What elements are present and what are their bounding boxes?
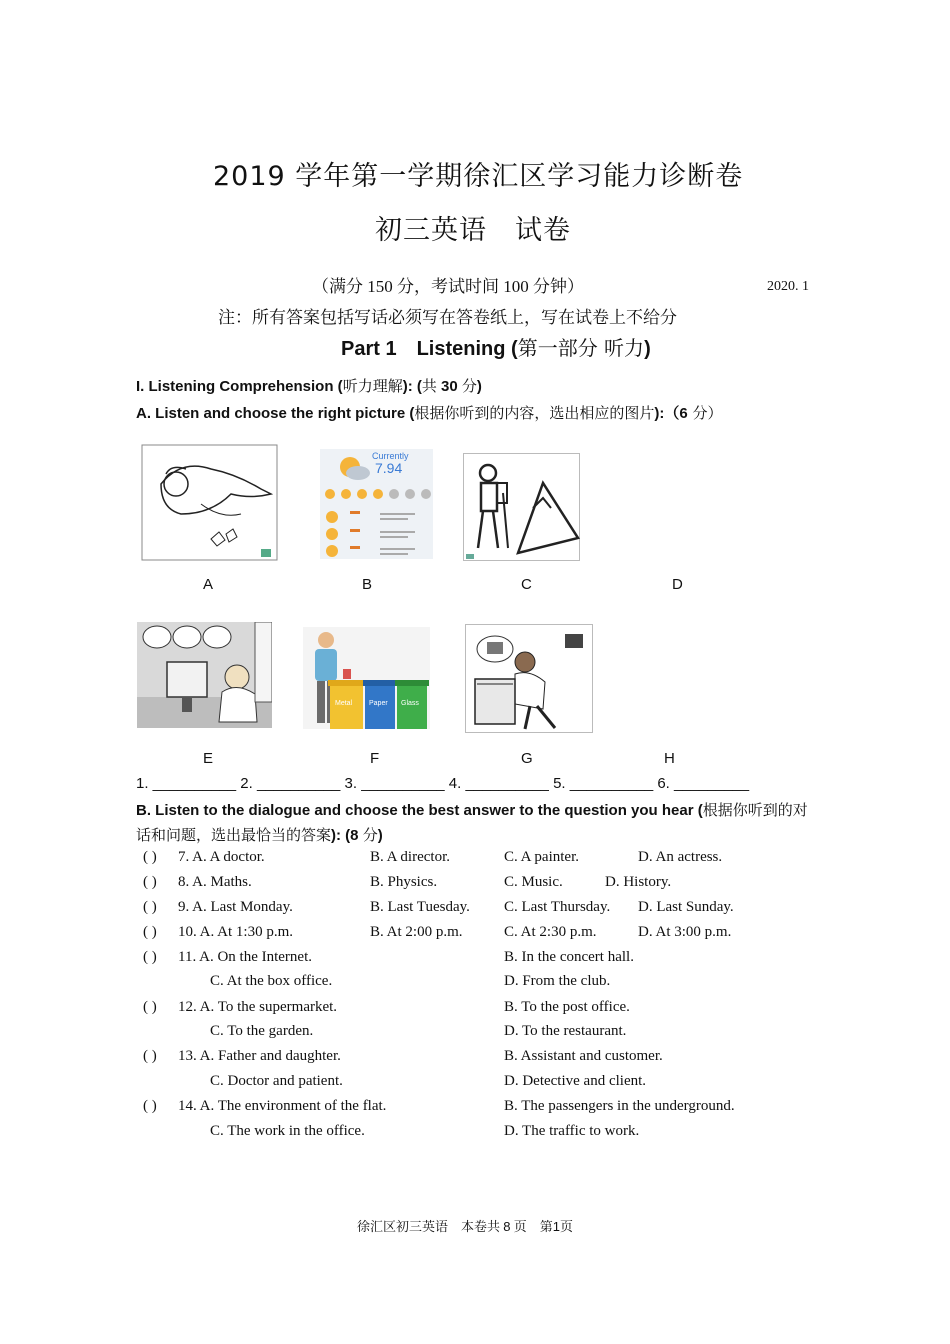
exam-subtitle: 初三英语 试卷 — [375, 215, 571, 246]
part-title-en: Part 1 Listening ( — [341, 338, 518, 360]
picture-c-hiker — [463, 453, 580, 561]
section1-cn: 听力理解 — [342, 377, 403, 395]
section1-close: ) — [476, 378, 482, 395]
page-footer — [357, 1216, 573, 1235]
sectionB-cn1: 根据你听到的对 — [702, 801, 808, 819]
q14-option-d: D. The traffic to work. — [504, 1123, 640, 1139]
q13-option-b: B. Assistant and customer. — [504, 1048, 663, 1064]
picture-a-superhero — [141, 444, 278, 561]
footer-text1: 徐汇区初三英语 本卷共 — [357, 1219, 504, 1234]
q12-option-c: C. To the garden. — [210, 1023, 314, 1039]
sectionB-cn2: 话和问题，选出最恰当的答案 — [136, 826, 332, 844]
picture-letter-h: H — [664, 750, 675, 767]
picture-letter-c: C — [521, 576, 532, 593]
sectionA-mid: ):（ — [654, 405, 680, 422]
q10-option-a: 10. A. At 1:30 p.m. — [178, 924, 294, 940]
q13-option-d: D. Detective and client. — [504, 1073, 647, 1089]
sectionA-score: 6 — [679, 405, 688, 422]
bin-label-glass: Glass — [401, 700, 419, 707]
q13-bracket[interactable]: ( ) — [143, 1048, 157, 1064]
picture-letter-b: B — [362, 576, 373, 593]
section1-cn2: 共 — [421, 377, 437, 395]
q7-option-d: D. An actress. — [638, 849, 723, 865]
bin-label-metal: Metal — [335, 700, 353, 707]
q12-option-d: D. To the restaurant. — [504, 1023, 627, 1039]
q11-option-a: 11. A. On the Internet. — [178, 949, 312, 965]
q11-option-c: C. At the box office. — [210, 973, 333, 989]
q14-option-c: C. The work in the office. — [210, 1123, 365, 1139]
q9-option-b: B. Last Tuesday. — [370, 899, 470, 915]
picture-b-weather — [320, 449, 433, 559]
bin-label-paper: Paper — [369, 700, 388, 707]
section-b-label-line2 — [136, 824, 383, 845]
exam-title: 2019 学年第一学期徐汇区学习能力诊断卷 — [213, 161, 744, 192]
picture-letter-a: A — [203, 576, 214, 593]
section1-score: 30 — [436, 378, 462, 395]
q14-option-b: B. The passengers in the underground. — [504, 1098, 735, 1114]
q14-bracket[interactable]: ( ) — [143, 1098, 157, 1114]
section1-cn3: 分 — [461, 377, 477, 395]
q13-option-c: C. Doctor and patient. — [210, 1073, 343, 1089]
q9-option-c: C. Last Thursday. — [504, 899, 611, 915]
footer-page: 1 — [552, 1219, 560, 1234]
q13-option-a: 13. A. Father and daughter. — [178, 1048, 341, 1064]
section-a-label — [136, 402, 723, 423]
footer-pages: 8 — [503, 1219, 511, 1234]
q7-option-c: C. A painter. — [504, 849, 579, 865]
sectionB-en: B. Listen to the dialogue and choose the best answer to the question you hear ( — [136, 802, 703, 819]
section1-mid: ): ( — [402, 378, 422, 395]
q7-option-a: 7. A. A doctor. — [178, 849, 265, 865]
footer-text3: 页 — [560, 1219, 574, 1234]
q8-bracket[interactable]: ( ) — [143, 874, 157, 890]
q9-option-d: D. Last Sunday. — [638, 899, 734, 915]
q7-option-b: B. A director. — [370, 849, 450, 865]
sectionB-cn3: 分 — [362, 826, 378, 844]
section1-en: I. Listening Comprehension ( — [136, 378, 343, 395]
section-listening-comprehension — [136, 375, 482, 396]
part-title-close: ) — [644, 338, 651, 360]
picture-g-man-at-machine — [465, 624, 593, 733]
sectionA-cn: 根据你听到的内容，选出相应的图片 — [414, 404, 655, 422]
picture-letter-d: D — [672, 576, 683, 593]
q8-option-a: 8. A. Maths. — [178, 874, 252, 890]
q9-option-a: 9. A. Last Monday. — [178, 899, 293, 915]
q10-option-d: D. At 3:00 p.m. — [638, 924, 732, 940]
q10-bracket[interactable]: ( ) — [143, 924, 157, 940]
q8-option-b: B. Physics. — [370, 874, 438, 890]
part-title — [341, 332, 651, 361]
picture-f-recycling — [303, 627, 430, 729]
score-note: （满分 150 分，考试时间 100 分钟） — [312, 277, 584, 296]
q11-bracket[interactable]: ( ) — [143, 949, 157, 965]
sectionA-en: A. Listen and choose the right picture ( — [136, 405, 415, 422]
answer-blanks: 1. __________ 2. __________ 3. __________ 4. __________ 5. __________ 6. _________ — [136, 775, 750, 792]
q11-option-d: D. From the club. — [504, 973, 611, 989]
picture-letter-g: G — [521, 750, 533, 767]
q10-option-c: C. At 2:30 p.m. — [504, 924, 597, 940]
weather-current-label: Currently — [372, 451, 409, 461]
exam-date: 2020. 1 — [767, 279, 809, 294]
q8-option-c: C. Music. — [504, 874, 563, 890]
weather-temp: 7.94 — [375, 460, 403, 476]
q9-bracket[interactable]: ( ) — [143, 899, 157, 915]
notice: 注：所有答案包括写话必须写在答卷纸上，写在试卷上不给分 — [218, 308, 677, 327]
q14-option-a: 14. A. The environment of the flat. — [178, 1098, 387, 1114]
sectionA-cn2: 分） — [687, 404, 723, 422]
q12-bracket[interactable]: ( ) — [143, 999, 157, 1015]
picture-letter-e: E — [203, 750, 214, 767]
sectionB-close: ): (8 — [331, 827, 363, 844]
q10-option-b: B. At 2:00 p.m. — [370, 924, 463, 940]
footer-text2: 页 第 — [510, 1219, 553, 1234]
picture-e-online-shopping — [137, 622, 272, 728]
q12-option-a: 12. A. To the supermarket. — [178, 999, 338, 1015]
q8-option-d: D. History. — [605, 874, 672, 890]
q12-option-b: B. To the post office. — [504, 999, 630, 1015]
part-title-cn: 第一部分 听力 — [517, 336, 645, 360]
section-b-label-line1 — [136, 799, 808, 820]
picture-letter-f: F — [370, 750, 380, 767]
sectionB-end: ) — [377, 827, 383, 844]
q7-bracket[interactable]: ( ) — [143, 849, 157, 865]
q11-option-b: B. In the concert hall. — [504, 949, 634, 965]
